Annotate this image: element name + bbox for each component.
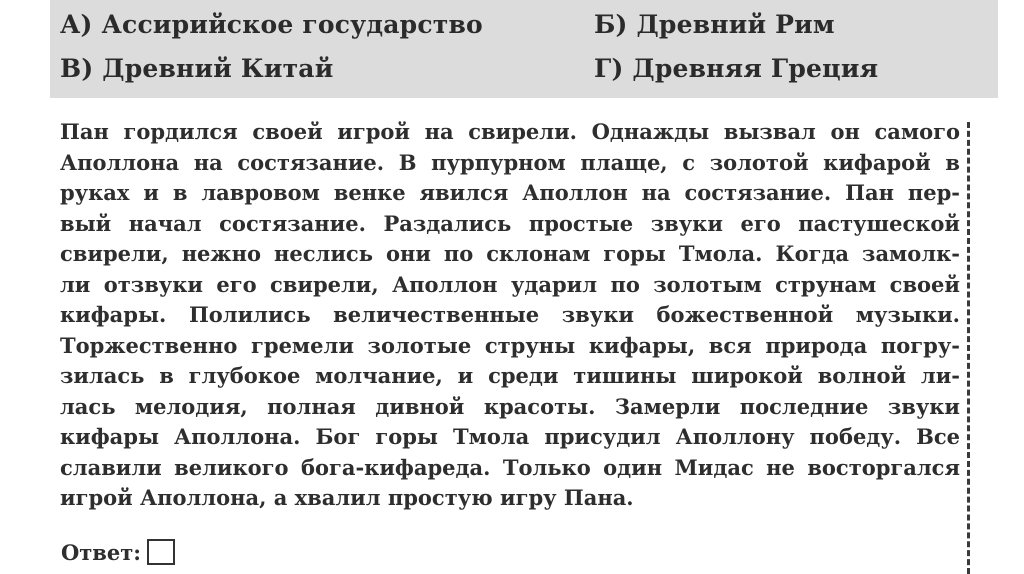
answer-box[interactable] bbox=[147, 539, 175, 565]
passage-line: игрой Аполлона, а хвалил простую игру Пана. bbox=[60, 485, 634, 510]
option-c: Б) Древний Рим bbox=[594, 10, 835, 39]
answer-label: Ответ: bbox=[61, 539, 142, 565]
passage-line: Аполлона на состязание. В пурпурном плаще, с золотой кифарой в bbox=[60, 149, 960, 175]
passage-line: ли отзвуки его свирели, Аполлон ударил по золотым струнам своей bbox=[60, 271, 960, 297]
passage-line: кифары. Полились величественные звуки божественной музыки. bbox=[60, 302, 960, 327]
passage-line: Пан гордился своей игрой на свирели. Однажды вызвал он самого bbox=[60, 119, 960, 144]
passage-line: кифары Аполлона. Бог горы Тмола присудил Аполлону победу. Все bbox=[60, 424, 960, 449]
passage-line: зилась в глубокое молчание, и среди тишины широкой волной ли- bbox=[60, 363, 960, 388]
passage-line: свирели, нежно неслись они по склонам горы Тмола. Когда замолк- bbox=[60, 241, 960, 266]
passage-line: руках и в лавровом венке явился Аполлон на состязание. Пан пер- bbox=[60, 180, 960, 205]
passage-line: славили великого бога-кифареда. Только один Мидас не восторгался bbox=[60, 454, 960, 480]
passage-line: вый начал состязание. Раздались простые звуки его пастушеской bbox=[60, 210, 960, 236]
passage-line: лась мелодия, полная дивной красоты. Замерли последние звуки bbox=[60, 393, 960, 419]
passage-text bbox=[60, 117, 960, 514]
answer-row bbox=[61, 536, 175, 568]
option-a: А) Ассирийское государство bbox=[60, 10, 483, 39]
dashed-cut-line bbox=[967, 122, 970, 574]
option-b: В) Древний Китай bbox=[60, 54, 334, 83]
passage-line: Торжественно гремели золотые струны кифары, вся природа погру- bbox=[60, 332, 960, 358]
option-d: Г) Древняя Греция bbox=[594, 54, 879, 83]
